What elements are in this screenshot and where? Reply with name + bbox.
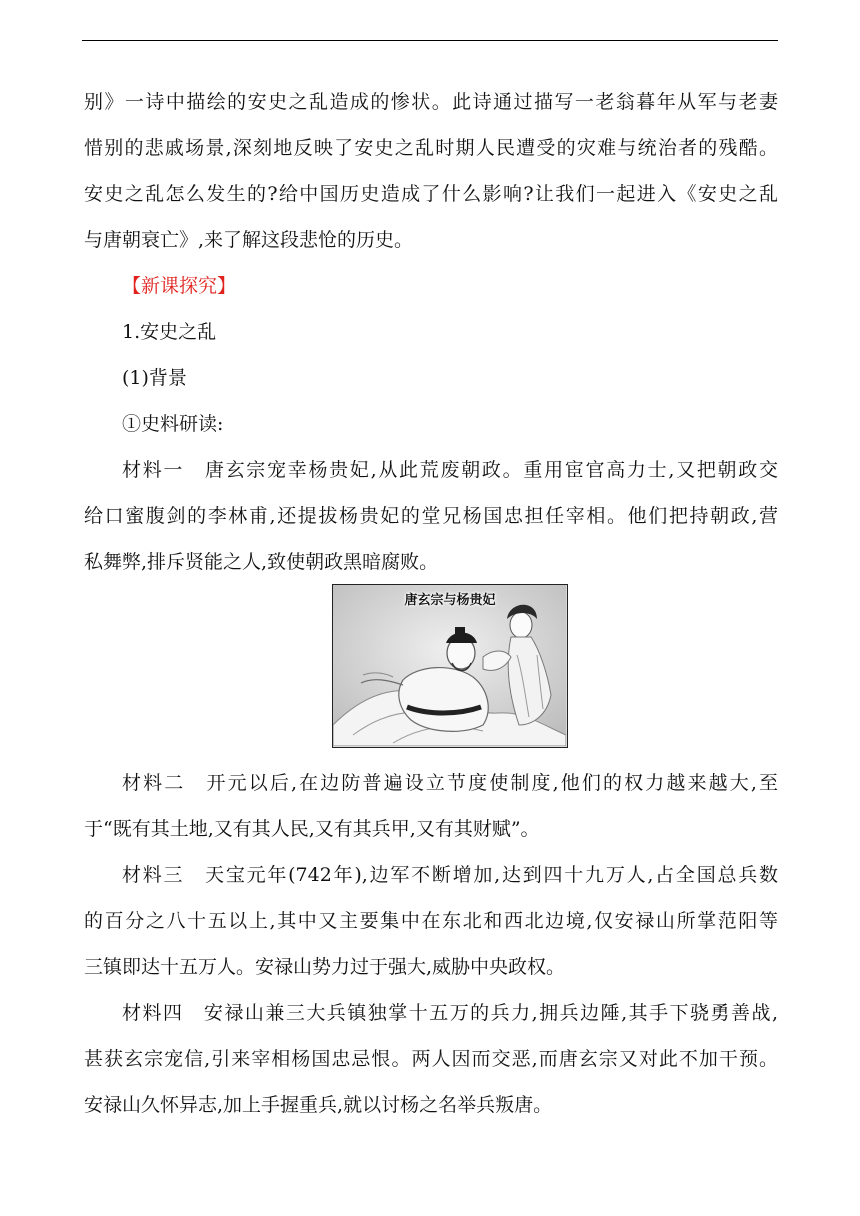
material4-line: 安禄山久怀异志,加上手握重兵,就以讨杨之名举兵叛唐。 [84,1094,553,1116]
material4-line: 材料四 安禄山兼三大兵镇独掌十五万的兵力,拥兵边陲,其手下骁勇善战, [122,1002,778,1024]
intro-line: 与唐朝衰亡》,来了解这段悲怆的历史。 [84,229,414,251]
figure-caption: 唐玄宗与杨贵妃 [404,593,496,608]
outline-level3: ①史料研读: [122,413,224,435]
outline-level2: (1)背景 [122,367,187,389]
illustration-drawing [333,585,566,746]
section-heading: 【新课探究】 [122,275,237,297]
outline-level1: 1.安史之乱 [122,321,217,343]
illustration-figure [332,584,568,748]
material3-line: 的百分之八十五以上,其中又主要集中在东北和西北边境,仅安禄山所掌范阳等 [84,910,778,932]
material2-line: 于“既有其土地,又有其人民,又有其兵甲,又有其财赋”。 [84,818,540,840]
material3-line: 材料三 天宝元年(742年),边军不断增加,达到四十九万人,占全国总兵数 [122,864,778,886]
material2-line: 材料二 开元以后,在边防普遍设立节度使制度,他们的权力越来越大,至 [122,772,778,794]
header-rule [82,40,778,41]
material1-line: 私舞弊,排斥贤能之人,致使朝政黑暗腐败。 [84,551,439,573]
intro-line: 惜别的悲戚场景,深刻地反映了安史之乱时期人民遭受的灾难与统治者的残酷。 [84,137,778,159]
material1-line: 材料一 唐玄宗宠幸杨贵妃,从此荒废朝政。重用宦官高力士,又把朝政交 [122,459,778,481]
material1-line: 给口蜜腹剑的李林甫,还提拔杨贵妃的堂兄杨国忠担任宰相。他们把持朝政,营 [84,505,778,527]
intro-line: 安史之乱怎么发生的?给中国历史造成了什么影响?让我们一起进入《安史之乱 [84,183,778,205]
material3-line: 三镇即达十五万人。安禄山势力过于强大,威胁中央政权。 [84,956,566,978]
intro-line: 别》一诗中描绘的安史之乱造成的惨状。此诗通过描写一老翁暮年从军与老妻 [84,91,778,113]
material4-line: 甚获玄宗宠信,引来宰相杨国忠忌恨。两人因而交恶,而唐玄宗又对此不加干预。 [84,1048,778,1070]
